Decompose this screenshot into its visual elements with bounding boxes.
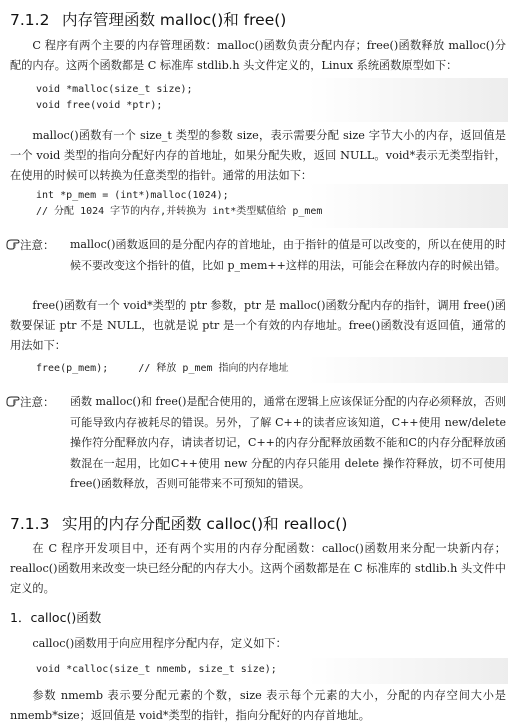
- section-title: 内存管理函数 malloc()和 free(): [62, 11, 287, 29]
- section-number: 7.1.2: [10, 11, 50, 29]
- note-box: [6, 235, 506, 297]
- paragraph: calloc()函数用于向应用程序分配内存，定义如下：: [32, 637, 287, 650]
- paragraph: 在 C 程序开发项目中，还有两个实用的内存分配函数：calloc()函数用来分配一块新内存；realloc()函数用来改变一块已经分配的内存大小。这两个函数都是在 C 标准库的 stdlib.h 头文件中定义的。: [10, 542, 506, 595]
- code-block: void *malloc(size_t size); void free(void *ptr);: [8, 78, 508, 122]
- code-block: free(p_mem); // 释放 p_mem 指向的内存地址: [8, 357, 508, 383]
- note-label: 注意：: [6, 235, 55, 256]
- section-heading-7-1-3: [10, 512, 347, 534]
- paragraph: free()函数有一个 void*类型的 ptr 参数，ptr 是 malloc()函数分配内存的指针，调用 free()函数要保证 ptr 不是 NULL，也就是说 ptr 是一个有效的内存地址。free()函数没有返回值，通常的用法如下：: [10, 299, 506, 352]
- pointing-hand-icon: [6, 236, 20, 248]
- note-label: 注意：: [6, 392, 55, 413]
- section-heading-7-1-2: [10, 8, 286, 30]
- section-title: 实用的内存分配函数 calloc()和 realloc(): [62, 515, 348, 533]
- paragraph: 参数 nmemb 表示要分配元素的个数，size 表示每个元素的大小，分配的内存空间大小是 nmemb*size；返回值是 void*类型的指针，指向分配好的内存首地址。: [10, 689, 506, 722]
- paragraph: C 程序有两个主要的内存管理函数：malloc()函数负责分配内存；free()函数释放 malloc()分配的内存。这两个函数都是 C 标准库 stdlib.h 头文件定义的，Linux 系统函数原型如下：: [10, 39, 506, 72]
- subsection-heading: 1．calloc()函数: [10, 610, 102, 625]
- section-number: 7.1.3: [10, 515, 50, 533]
- code-block: int *p_mem = (int*)malloc(1024); // 分配 1024 字节的内存,并转换为 int*类型赋值给 p_mem: [8, 184, 508, 228]
- note-box: [6, 392, 506, 498]
- pointing-hand-icon: [6, 393, 20, 405]
- paragraph: malloc()函数有一个 size_t 类型的参数 size，表示需要分配 size 字节大小的内存，返回值是一个 void 类型的指向分配好内存的首地址，如果分配失败，返回 NULL。void*表示无类型指针，在使用的时候可以转换为任意类型的指针。通常的用法如下：: [10, 129, 506, 182]
- code-block: void *calloc(size_t nmemb, size_t size);: [8, 658, 508, 684]
- note-text: 函数 malloc()和 free()是配合使用的，通常在逻辑上应该保证分配的内存必须释放，否则可能导致内存被耗尽的错误。另外，了解 C++的读者应该知道，C++使用 new/delete 操作符分配释放内存，请读者切记，C++的内存分配释放函数不能和C的内存分配释放函数混在一起用，比如C++使用 new 分配的内存只能用 delete 操作符释放，切不可使用 free()函数释放，否则可能带来不可预知的错误。: [70, 395, 506, 490]
- note-text: malloc()函数返回的是分配内存的首地址，由于指针的值是可以改变的，所以在使用的时候不要改变这个指针的值，比如 p_mem++这样的用法，可能会在释放内存的时候出错。: [70, 238, 506, 272]
